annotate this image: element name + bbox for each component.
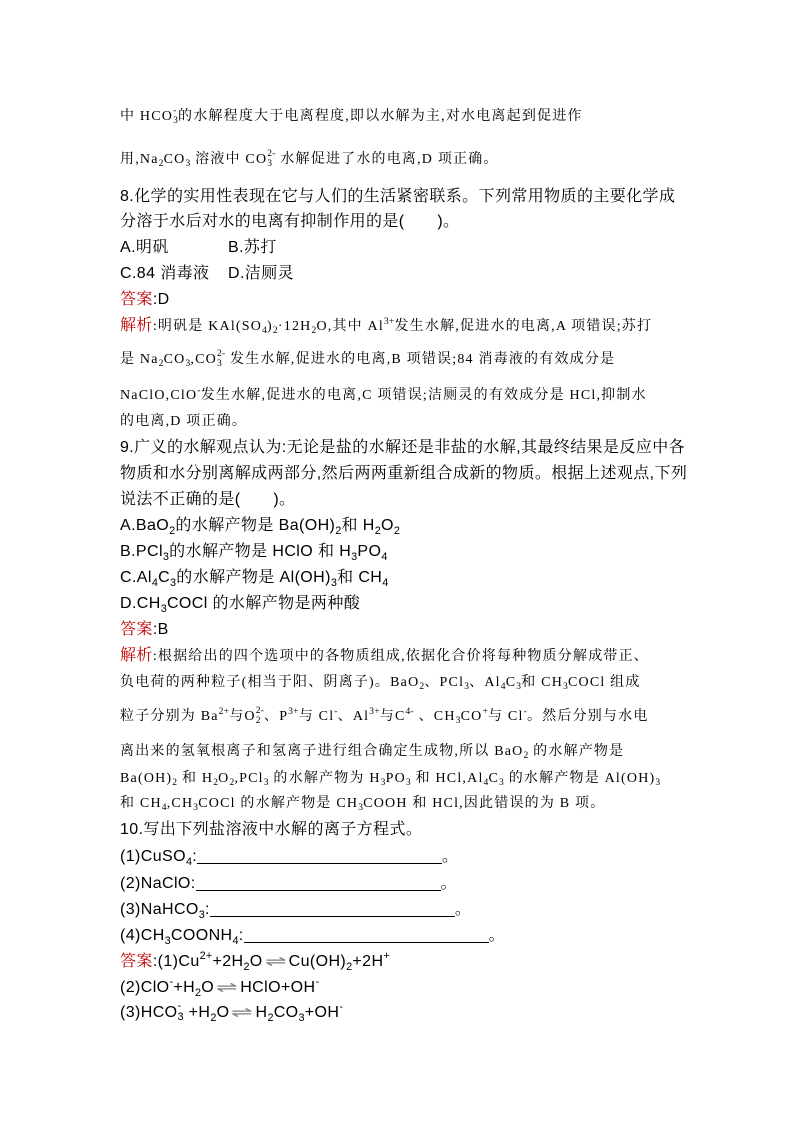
question-line (120, 898, 471, 922)
stacked-subscript: 3 (216, 359, 222, 370)
line-text: Cu(OH) (288, 953, 347, 970)
subscript: 4 (161, 803, 167, 814)
subscript: 4 (483, 778, 489, 789)
line-text: 的水解程度大于电离程度,即以水解为主,对水电离起到促进作 (178, 109, 583, 124)
line-text: 、PCl (424, 675, 465, 690)
answer-blank (244, 927, 489, 943)
superscript: - (197, 386, 201, 397)
subscript: 2 (267, 1011, 274, 1024)
subscript: 2 (195, 986, 202, 999)
subscript: 3 (563, 682, 568, 693)
line-text: : (205, 901, 210, 918)
stacked-subscript: 3 (177, 1011, 184, 1024)
question-line (120, 210, 459, 234)
line-text: CO (460, 709, 483, 724)
line-text: 。 (454, 901, 472, 918)
explanation-line (120, 410, 247, 434)
line-text: 、Al (469, 675, 501, 690)
line-text: 溶液中 CO (190, 152, 268, 167)
question-line (120, 185, 675, 209)
superscript: - (523, 707, 527, 718)
question-line (120, 488, 295, 512)
subscript: 3 (655, 778, 661, 789)
explanation-line (120, 384, 647, 408)
subscript: 2 (158, 359, 164, 370)
stacked-superscript: - (173, 106, 177, 117)
line-text: :根据给出的四个选项中的各物质组成,依据化合价将每种物质分解成带正、 (152, 649, 650, 664)
line-text: +2H (212, 953, 244, 970)
subscript: 2 (172, 778, 178, 789)
options-line (120, 236, 277, 260)
line-text: :明矾是 KAl(SO (152, 319, 263, 334)
line-text: 的水解产物是 Al(OH) (176, 569, 331, 586)
line-text: 与 Cl (488, 709, 524, 724)
line-text: D.CH (120, 595, 161, 612)
line-text: 说法不正确的是( )。 (120, 491, 296, 508)
line-text: O (201, 979, 215, 996)
subscript: 2 (311, 326, 317, 337)
line-text: 的水解产物为 H (268, 771, 381, 786)
subscript: 3 (170, 576, 177, 589)
line-text: 。然后分别与水电 (526, 709, 649, 724)
stacked-subscript: 3 (267, 159, 273, 170)
question-line (120, 818, 422, 842)
line-text: B.PCl (120, 543, 163, 560)
line-text: A.BaO (120, 517, 170, 534)
answer-line (120, 618, 169, 642)
line-text: 。 (442, 848, 459, 865)
line-text: O (380, 517, 394, 534)
line-text: 与O (229, 709, 256, 724)
subscript: 2 (393, 524, 401, 537)
explanation-line (120, 644, 649, 668)
index-stack (267, 149, 275, 169)
equilibrium-arrow: ⇌ (264, 954, 287, 970)
line-text: 和 CH (120, 796, 162, 811)
line-text: 发生水解,促进水的电离,A 项错误;苏打 (394, 319, 653, 334)
line-text: O,其中 Al (316, 319, 384, 334)
line-text: ·12H (277, 319, 312, 334)
stacked-superscript: 2- (255, 706, 265, 717)
superscript: 3+ (369, 707, 380, 718)
explanation-line (120, 767, 660, 791)
section-label: 答案 (120, 291, 153, 308)
subscript: 3 (358, 803, 364, 814)
answer-line (120, 288, 170, 312)
subscript: 3 (198, 908, 206, 921)
subscript: 3 (164, 934, 171, 947)
superscript: 2+ (199, 950, 213, 963)
line-text: : (192, 848, 198, 865)
line-text: 和 H (341, 517, 375, 534)
line-text: +H (173, 979, 196, 996)
explanation-line (120, 314, 652, 338)
line-text: +OH (304, 1004, 340, 1021)
explanation-line (120, 348, 615, 372)
explanation-line (120, 705, 649, 729)
line-text: (2)ClO (120, 979, 170, 996)
line-text: 发生水解,促进水的电离,B 项错误;84 消毒液的有效成分是 (225, 352, 616, 367)
line-text: O (249, 953, 263, 970)
line-text: 的水解产物是 Al(OH) (504, 771, 656, 786)
superscript: 4- (405, 707, 414, 718)
line-text: COCl 的水解产物是 CH (198, 796, 359, 811)
subscript: 4 (262, 326, 268, 337)
line-text: 和 HCl,Al (410, 771, 484, 786)
subscript: 2 (272, 326, 278, 337)
explanation-line (120, 105, 583, 129)
question-line (120, 566, 388, 590)
stacked-superscript: - (177, 1000, 182, 1013)
line-text: 。 (488, 927, 505, 944)
line-text: COCl 组成 (567, 675, 641, 690)
answer-blank (196, 875, 441, 891)
question-line (120, 872, 457, 896)
subscript: 3 (516, 682, 522, 693)
subscript: 4 (185, 855, 193, 868)
line-text: 10.写出下列盐溶液中水解的离子方程式。 (120, 821, 423, 838)
subscript: 2 (523, 751, 529, 762)
line-text: 和 H (177, 771, 214, 786)
section-label: 解析 (120, 317, 153, 334)
explanation-line (120, 148, 499, 172)
section-label: 答案 (120, 953, 153, 970)
subscript: 3 (298, 1011, 305, 1024)
line-text: 与C (379, 709, 406, 724)
superscript: + (482, 707, 489, 718)
subscript: 3 (160, 602, 167, 615)
subscript: 4 (232, 934, 239, 947)
line-text: 8.化学的实用性表现在它与人们的生活紧密联系。下列常用物质的主要化学成 (120, 188, 676, 205)
line-text: PO (357, 543, 382, 560)
line-text: C (488, 771, 500, 786)
subscript: 4 (381, 550, 388, 563)
superscript: - (169, 976, 174, 989)
subscript: 2 (213, 778, 219, 789)
line-text: PO (385, 771, 406, 786)
subscript: 2 (419, 682, 425, 693)
subscript: 2 (229, 778, 235, 789)
line-text: :B (152, 621, 169, 638)
line-text: (4)CH (120, 927, 165, 944)
line-text: 和 CH (337, 569, 383, 586)
explanation-line (120, 740, 624, 764)
subscript: 3 (162, 550, 170, 563)
subscript: 3 (263, 778, 269, 789)
options-line (120, 262, 294, 286)
subscript: 4 (151, 576, 159, 589)
equilibrium-arrow: ⇌ (231, 1005, 254, 1021)
line-text: 是 Na (120, 352, 159, 367)
option-item: A.明矾 (120, 239, 169, 256)
line-text: (1)CuSO (120, 848, 186, 865)
line-text: COONH (170, 927, 233, 944)
subscript: 3 (405, 778, 411, 789)
line-text: 、CH (413, 709, 456, 724)
question-line (120, 924, 505, 948)
section-label: 答案 (120, 621, 153, 638)
line-text: 的水解产物是 HClO 和 H (169, 543, 352, 560)
line-text: COCl 的水解产物是两种酸 (166, 595, 361, 612)
line-text: 负电荷的两种粒子(相当于阳、阴离子)。BaO (120, 675, 420, 690)
stacked-subscript: 3 (173, 116, 179, 127)
line-text: 离出来的氢氧根离子和氢离子进行组合确定生成物,所以 BaO (120, 744, 524, 759)
line-text: O (216, 1004, 230, 1021)
stacked-subscript: 2 (255, 716, 261, 727)
stacked-superscript: 2- (216, 349, 226, 360)
superscript: + (383, 950, 390, 963)
line-text: COOH 和 HCl,因此错误的为 B 项。 (363, 796, 606, 811)
subscript: 3 (193, 803, 199, 814)
question-line (120, 592, 360, 616)
line-text: 9.广义的水解观点认为:无论是盐的水解还是非盐的水解,其最终结果是反应中各 (120, 439, 686, 456)
line-text: 。 (440, 875, 458, 892)
line-text: (2)NaClO: (120, 875, 196, 892)
explanation-line (120, 792, 605, 816)
line-text: 和 CH (521, 675, 563, 690)
line-text: ,CH (166, 796, 194, 811)
line-text: 与 Cl (298, 709, 335, 724)
answer-line (120, 950, 390, 974)
line-text: 的水解产物是 Ba(OH) (175, 517, 336, 534)
subscript: 3 (185, 359, 191, 370)
subscript: 2 (346, 960, 353, 973)
subscript: 2 (335, 524, 342, 537)
line-text: C (505, 675, 517, 690)
subscript: 4 (500, 682, 506, 693)
superscript: 3+ (383, 317, 395, 328)
index-stack (256, 706, 264, 726)
question-line (120, 540, 388, 564)
superscript: - (339, 1001, 344, 1014)
line-text: 物质和水分别离解成两部分,然后两两重新组合成新的物质。根据上述观点,下列 (120, 465, 688, 482)
superscript: - (315, 976, 320, 989)
line-text: :D (152, 291, 170, 308)
line-text: C.Al (120, 569, 152, 586)
line-text: (3)HCO (120, 1004, 178, 1021)
line-text: +2H (352, 953, 384, 970)
subscript: 3 (499, 778, 505, 789)
subscript: 3 (455, 716, 461, 727)
line-text: ,PCl (234, 771, 264, 786)
line-text: 的电离,D 项正确。 (120, 414, 248, 429)
line-text: 的水解产物是 (528, 744, 625, 759)
line-text: 粒子分别为 Ba (120, 709, 219, 724)
option-item: B.苏打 (228, 239, 277, 256)
line-text: 中 HCO (120, 109, 174, 124)
subscript: 2 (243, 960, 250, 973)
equilibrium-arrow: ⇌ (216, 980, 239, 996)
line-text: HClO+OH (240, 979, 316, 996)
answer-line (120, 976, 319, 1000)
subscript: 3 (185, 159, 191, 170)
subscript: 2 (210, 1011, 217, 1024)
line-text: NaClO,ClO (120, 388, 198, 403)
line-text: +H (183, 1004, 211, 1021)
option-item: C.84 消毒液 (120, 265, 210, 282)
line-text: 分溶于水后对水的电离有抑制作用的是( )。 (120, 213, 460, 230)
line-text: : (238, 927, 244, 944)
subscript: 3 (330, 576, 338, 589)
superscript: 2+ (218, 707, 230, 718)
subscript: 4 (382, 576, 389, 589)
line-text: CO (163, 352, 186, 367)
stacked-superscript: 2- (267, 149, 276, 160)
line-text: 水解促进了水的电离,D 项正确。 (275, 152, 499, 167)
subscript: 2 (169, 524, 176, 537)
line-text: 用,Na (120, 152, 159, 167)
question-line (120, 436, 685, 460)
line-text: CO (163, 152, 186, 167)
line-text: :(1)Cu (152, 953, 200, 970)
line-text: H (255, 1004, 268, 1021)
question-line (120, 514, 400, 538)
subscript: 3 (380, 778, 386, 789)
answer-line (120, 1001, 343, 1025)
option-item: D.洁厕灵 (228, 265, 295, 282)
subscript: 2 (374, 524, 381, 537)
superscript: 3+ (288, 707, 299, 718)
answer-blank (210, 901, 455, 917)
subscript: 2 (158, 159, 164, 170)
line-text: O (218, 771, 230, 786)
superscript: - (334, 707, 338, 718)
line-text: 、P (264, 709, 289, 724)
line-text: ) (267, 319, 273, 334)
subscript: 3 (464, 682, 470, 693)
line-text: C (158, 569, 171, 586)
line-text: CO (273, 1004, 299, 1021)
line-text: 发生水解,促进水的电离,C 项错误;洁厕灵的有效成分是 HCl,抑制水 (200, 388, 647, 403)
question-line (120, 845, 458, 869)
answer-blank (197, 848, 442, 864)
line-text: (3)NaHCO (120, 901, 199, 918)
section-label: 解析 (120, 647, 153, 664)
line-text: 、Al (337, 709, 370, 724)
question-line (120, 462, 687, 486)
explanation-line (120, 671, 641, 695)
subscript: 3 (351, 550, 358, 563)
line-text: ,CO (190, 352, 217, 367)
line-text: Ba(OH) (120, 771, 173, 786)
